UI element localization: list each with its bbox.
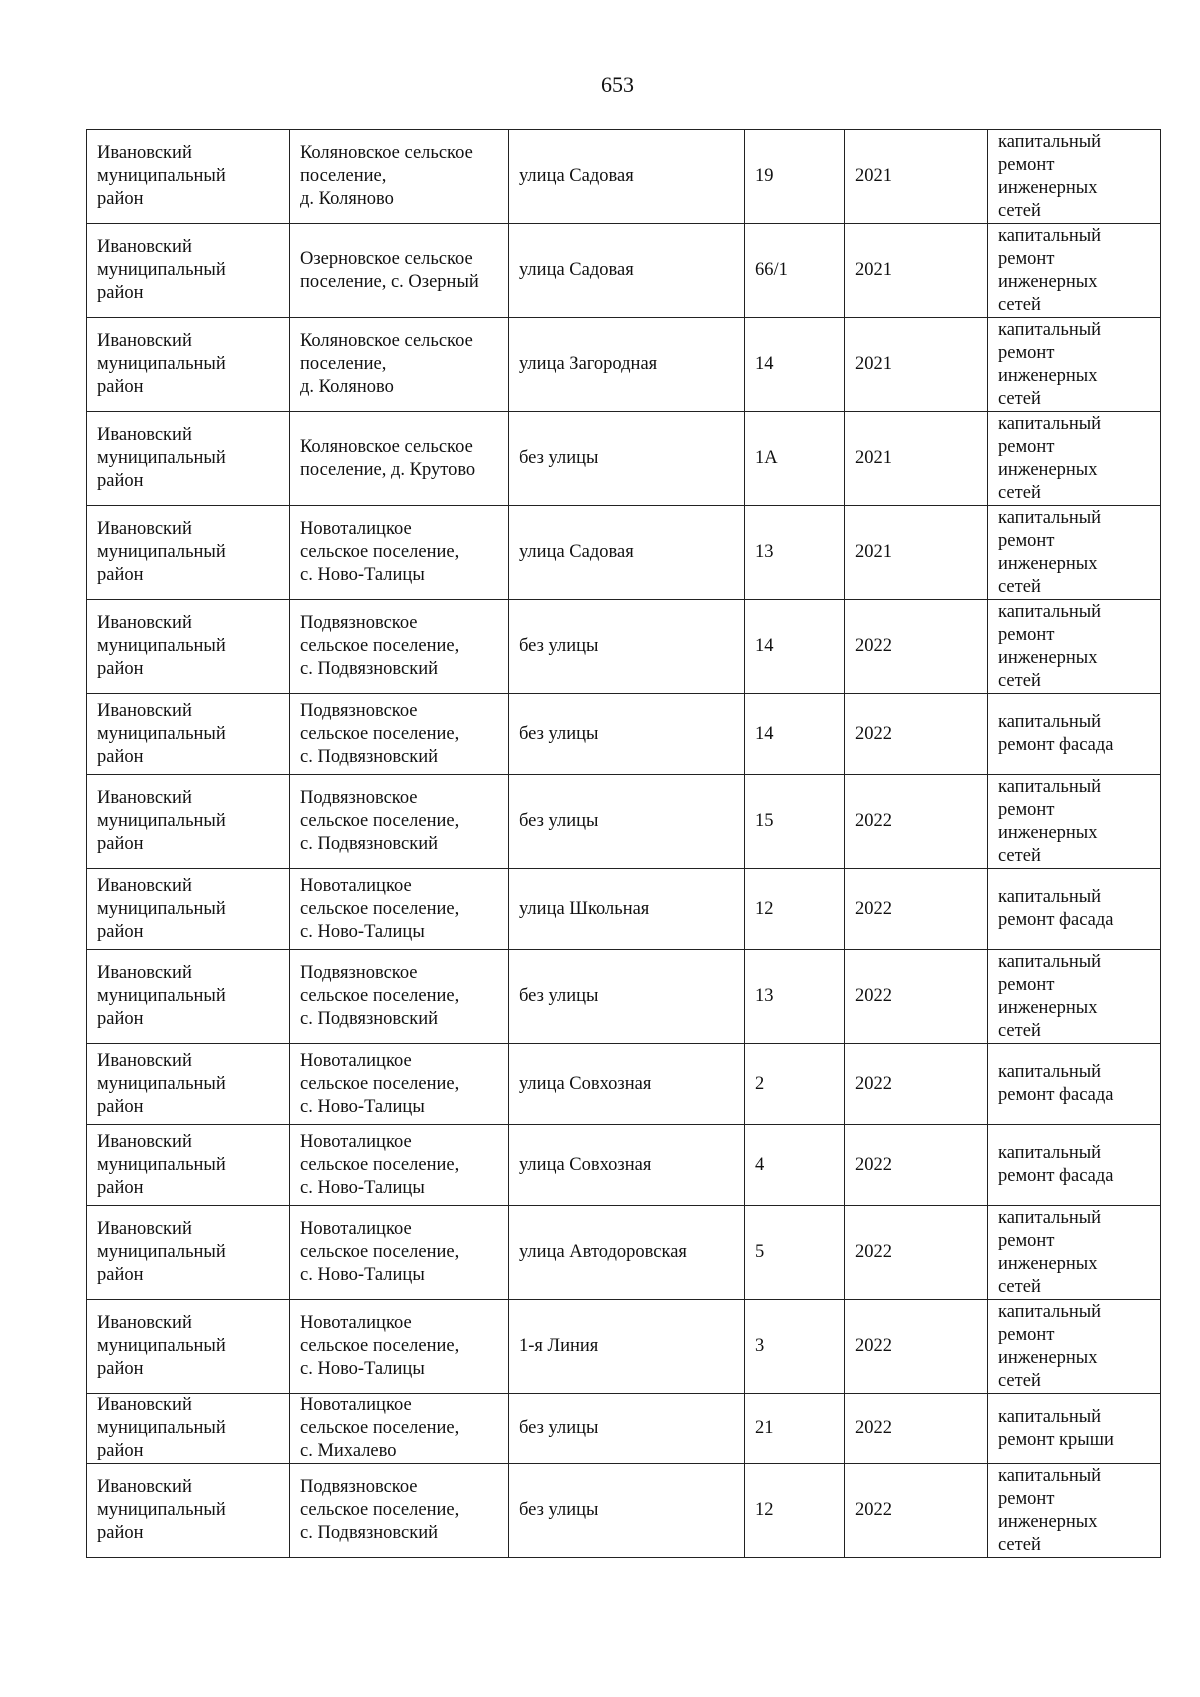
cell-district: Ивановский муниципальный район (87, 1044, 290, 1125)
cell-street: улица Садовая (509, 506, 745, 600)
cell-street: без улицы (509, 1464, 745, 1558)
cell-year: 2022 (845, 1206, 988, 1300)
cell-repair-type: капитальный ремонт инженерных сетей (988, 1206, 1161, 1300)
cell-repair-type: капитальный ремонт инженерных сетей (988, 412, 1161, 506)
cell-district: Ивановский муниципальный район (87, 412, 290, 506)
cell-year: 2022 (845, 869, 988, 950)
cell-district: Ивановский муниципальный район (87, 130, 290, 224)
table-row (87, 412, 1161, 506)
cell-house-number: 13 (745, 950, 845, 1044)
cell-house-number: 13 (745, 506, 845, 600)
cell-year: 2022 (845, 600, 988, 694)
cell-year: 2022 (845, 1464, 988, 1558)
table-row (87, 1044, 1161, 1125)
cell-year: 2021 (845, 318, 988, 412)
cell-repair-type: капитальный ремонт инженерных сетей (988, 318, 1161, 412)
cell-district: Ивановский муниципальный район (87, 775, 290, 869)
table-row (87, 224, 1161, 318)
cell-street: без улицы (509, 950, 745, 1044)
cell-district: Ивановский муниципальный район (87, 694, 290, 775)
cell-repair-type: капитальный ремонт инженерных сетей (988, 224, 1161, 318)
cell-district: Ивановский муниципальный район (87, 318, 290, 412)
cell-street: 1-я Линия (509, 1300, 745, 1394)
table-row (87, 1394, 1161, 1464)
cell-street: улица Совхозная (509, 1044, 745, 1125)
cell-street: без улицы (509, 1394, 745, 1464)
table-row (87, 869, 1161, 950)
cell-settlement: Озерновское сельское поселение, с. Озерный (290, 224, 509, 318)
table-row (87, 506, 1161, 600)
cell-street: без улицы (509, 694, 745, 775)
cell-house-number: 5 (745, 1206, 845, 1300)
cell-repair-type: капитальный ремонт инженерных сетей (988, 506, 1161, 600)
cell-house-number: 4 (745, 1125, 845, 1206)
cell-house-number: 2 (745, 1044, 845, 1125)
cell-district: Ивановский муниципальный район (87, 950, 290, 1044)
cell-settlement: Новоталицкое сельское поселение, с. Ново-Талицы (290, 1125, 509, 1206)
cell-repair-type: капитальный ремонт инженерных сетей (988, 600, 1161, 694)
cell-district: Ивановский муниципальный район (87, 1464, 290, 1558)
cell-repair-type: капитальный ремонт фасада (988, 694, 1161, 775)
cell-repair-type: капитальный ремонт крыши (988, 1394, 1161, 1464)
cell-repair-type: капитальный ремонт инженерных сетей (988, 1300, 1161, 1394)
cell-year: 2021 (845, 224, 988, 318)
cell-year: 2021 (845, 412, 988, 506)
cell-year: 2022 (845, 1125, 988, 1206)
cell-street: без улицы (509, 412, 745, 506)
cell-repair-type: капитальный ремонт инженерных сетей (988, 130, 1161, 224)
table-row (87, 775, 1161, 869)
cell-district: Ивановский муниципальный район (87, 1125, 290, 1206)
cell-street: улица Загородная (509, 318, 745, 412)
cell-repair-type: капитальный ремонт инженерных сетей (988, 1464, 1161, 1558)
cell-year: 2022 (845, 694, 988, 775)
table-row (87, 1464, 1161, 1558)
cell-year: 2021 (845, 130, 988, 224)
table-row (87, 950, 1161, 1044)
cell-repair-type: капитальный ремонт фасада (988, 1125, 1161, 1206)
cell-district: Ивановский муниципальный район (87, 600, 290, 694)
page-number: 653 (601, 72, 634, 97)
cell-settlement: Коляновское сельское поселение, д. Крутово (290, 412, 509, 506)
cell-settlement: Новоталицкое сельское поселение, с. Ново-Талицы (290, 506, 509, 600)
cell-settlement: Новоталицкое сельское поселение, с. Ново-Талицы (290, 1206, 509, 1300)
cell-repair-type: капитальный ремонт инженерных сетей (988, 775, 1161, 869)
cell-repair-type: капитальный ремонт инженерных сетей (988, 950, 1161, 1044)
cell-settlement: Подвязновское сельское поселение, с. Подвязновский (290, 775, 509, 869)
table-row (87, 1125, 1161, 1206)
cell-house-number: 1А (745, 412, 845, 506)
cell-district: Ивановский муниципальный район (87, 1206, 290, 1300)
cell-repair-type: капитальный ремонт фасада (988, 869, 1161, 950)
cell-street: без улицы (509, 775, 745, 869)
cell-settlement: Коляновское сельское поселение, д. Коляново (290, 130, 509, 224)
cell-street: улица Школьная (509, 869, 745, 950)
cell-year: 2022 (845, 950, 988, 1044)
cell-district: Ивановский муниципальный район (87, 1300, 290, 1394)
cell-year: 2022 (845, 1394, 988, 1464)
cell-house-number: 14 (745, 318, 845, 412)
cell-street: улица Автодоровская (509, 1206, 745, 1300)
cell-district: Ивановский муниципальный район (87, 506, 290, 600)
cell-house-number: 15 (745, 775, 845, 869)
cell-street: улица Садовая (509, 130, 745, 224)
cell-year: 2022 (845, 1044, 988, 1125)
table-row (87, 318, 1161, 412)
registry-table (86, 129, 1161, 1558)
cell-district: Ивановский муниципальный район (87, 1394, 290, 1464)
table-row (87, 130, 1161, 224)
table-row (87, 600, 1161, 694)
cell-district: Ивановский муниципальный район (87, 224, 290, 318)
cell-street: улица Совхозная (509, 1125, 745, 1206)
cell-house-number: 14 (745, 694, 845, 775)
registry-table-body (87, 130, 1161, 1558)
cell-settlement: Новоталицкое сельское поселение, с. Ново-Талицы (290, 1044, 509, 1125)
cell-year: 2021 (845, 506, 988, 600)
table-row (87, 694, 1161, 775)
table-row (87, 1300, 1161, 1394)
cell-settlement: Подвязновское сельское поселение, с. Подвязновский (290, 694, 509, 775)
table-row (87, 1206, 1161, 1300)
cell-settlement: Новоталицкое сельское поселение, с. Ново-Талицы (290, 1300, 509, 1394)
cell-settlement: Новоталицкое сельское поселение, с. Михалево (290, 1394, 509, 1464)
cell-settlement: Новоталицкое сельское поселение, с. Ново-Талицы (290, 869, 509, 950)
cell-settlement: Подвязновское сельское поселение, с. Подвязновский (290, 600, 509, 694)
cell-settlement: Подвязновское сельское поселение, с. Подвязновский (290, 950, 509, 1044)
cell-house-number: 14 (745, 600, 845, 694)
cell-house-number: 66/1 (745, 224, 845, 318)
cell-house-number: 12 (745, 869, 845, 950)
cell-settlement: Подвязновское сельское поселение, с. Подвязновский (290, 1464, 509, 1558)
cell-house-number: 3 (745, 1300, 845, 1394)
cell-house-number: 19 (745, 130, 845, 224)
cell-street: без улицы (509, 600, 745, 694)
cell-house-number: 12 (745, 1464, 845, 1558)
cell-year: 2022 (845, 775, 988, 869)
cell-settlement: Коляновское сельское поселение, д. Коляново (290, 318, 509, 412)
cell-repair-type: капитальный ремонт фасада (988, 1044, 1161, 1125)
cell-house-number: 21 (745, 1394, 845, 1464)
cell-street: улица Садовая (509, 224, 745, 318)
cell-district: Ивановский муниципальный район (87, 869, 290, 950)
cell-year: 2022 (845, 1300, 988, 1394)
